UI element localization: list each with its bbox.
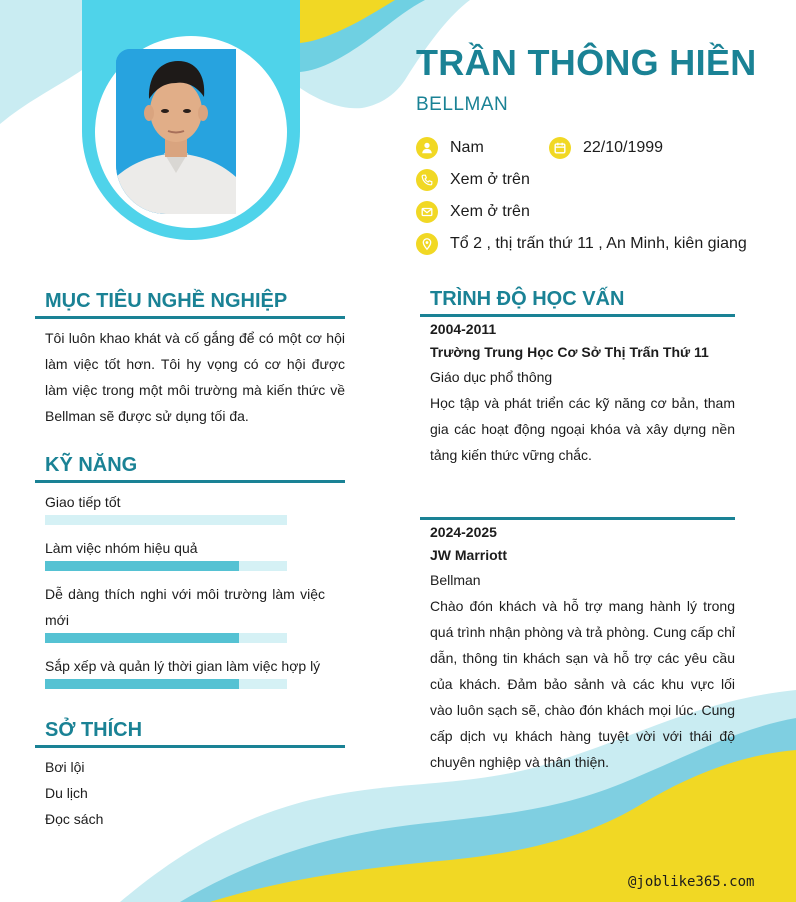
experience-position: Bellman bbox=[430, 572, 481, 588]
person-icon bbox=[416, 137, 438, 159]
education-title: TRÌNH ĐỘ HỌC VẤN bbox=[430, 288, 625, 310]
skills-rule bbox=[35, 480, 345, 483]
address-row bbox=[416, 233, 747, 255]
skill-bar-track bbox=[45, 515, 287, 525]
education-period: 2004-2011 bbox=[430, 321, 497, 337]
experience-company: JW Marriott bbox=[430, 547, 507, 563]
skill-name: Làm việc nhóm hiệu quả bbox=[45, 540, 198, 556]
hobby-item: Đọc sách bbox=[45, 811, 104, 827]
phone-value: Xem ở trên bbox=[450, 171, 530, 188]
objective-text: Tôi luôn khao khát và cố gắng để có một cơ hội làm việc tốt hơn. Tôi hy vọng có cơ hội được làm việc trong một môi trường mà kiến thức về Bellman sẽ được sử dụng tối đa. bbox=[45, 330, 345, 424]
experience-description: Chào đón khách và hỗ trợ mang hành lý trong quá trình nhận phòng và trả phòng. Cung cấp chỉ dẫn, thông tin khách sạn và hỗ trợ các yêu cầu của khách. Đảm bảo sảnh và các khu vực lối vào luôn sạch sẽ, chào đón khách mọi lúc. Cung cấp dịch vụ khách hàng tuyệt vời với thái độ chuyên nghiệp và thân thiện. bbox=[430, 598, 735, 770]
mail-icon bbox=[416, 201, 438, 223]
profile-photo bbox=[116, 49, 236, 214]
candidate-name: TRẦN THÔNG HIỀN bbox=[416, 42, 757, 83]
address-value: Tổ 2 , thị trấn thứ 11 , An Minh, kiên giang bbox=[450, 235, 747, 252]
profile-photo-illustration bbox=[116, 49, 236, 214]
skill-bar-track bbox=[45, 561, 287, 571]
calendar-icon bbox=[549, 137, 571, 159]
skills-title: KỸ NĂNG bbox=[45, 454, 138, 476]
hobby-item: Du lịch bbox=[45, 785, 88, 801]
skill-bar-fill bbox=[45, 679, 239, 689]
gender-row bbox=[416, 137, 484, 159]
skill-bar-track bbox=[45, 679, 287, 689]
skill-bar-track bbox=[45, 633, 287, 643]
experience-period: 2024-2025 bbox=[430, 524, 497, 540]
experience-rule bbox=[420, 517, 735, 520]
education-degree: Giáo dục phổ thông bbox=[430, 369, 553, 385]
email-row bbox=[416, 201, 530, 223]
skill-bar-fill bbox=[45, 561, 239, 571]
skill-name: Sắp xếp và quản lý thời gian làm việc hợp lý bbox=[45, 658, 321, 674]
hobbies-rule bbox=[35, 745, 345, 748]
watermark: @joblike365.com bbox=[628, 874, 755, 890]
hobby-item: Bơi lội bbox=[45, 759, 85, 775]
objective-rule bbox=[35, 316, 345, 319]
job-title: BELLMAN bbox=[416, 94, 509, 115]
education-description: Học tập và phát triển các kỹ năng cơ bản, tham gia các hoạt động ngoại khóa và xây dựng nền tảng kiến thức vững chắc. bbox=[430, 395, 735, 463]
phone-icon bbox=[416, 169, 438, 191]
gender-value: Nam bbox=[450, 139, 484, 156]
phone-row bbox=[416, 169, 530, 191]
skill-name: Dễ dàng thích nghi với môi trường làm việc mới bbox=[45, 586, 325, 628]
birthdate-value: 22/10/1999 bbox=[583, 139, 664, 156]
location-pin-icon bbox=[416, 233, 438, 255]
hobbies-title: SỞ THÍCH bbox=[45, 719, 143, 741]
education-school: Trường Trung Học Cơ Sở Thị Trấn Thứ 11 bbox=[430, 344, 709, 360]
education-rule bbox=[420, 314, 735, 317]
skill-bar-fill bbox=[45, 633, 239, 643]
objective-title: MỤC TIÊU NGHỀ NGHIỆP bbox=[45, 290, 288, 312]
birthdate-row bbox=[549, 137, 663, 159]
skill-name: Giao tiếp tốt bbox=[45, 494, 121, 510]
email-value: Xem ở trên bbox=[450, 203, 530, 220]
